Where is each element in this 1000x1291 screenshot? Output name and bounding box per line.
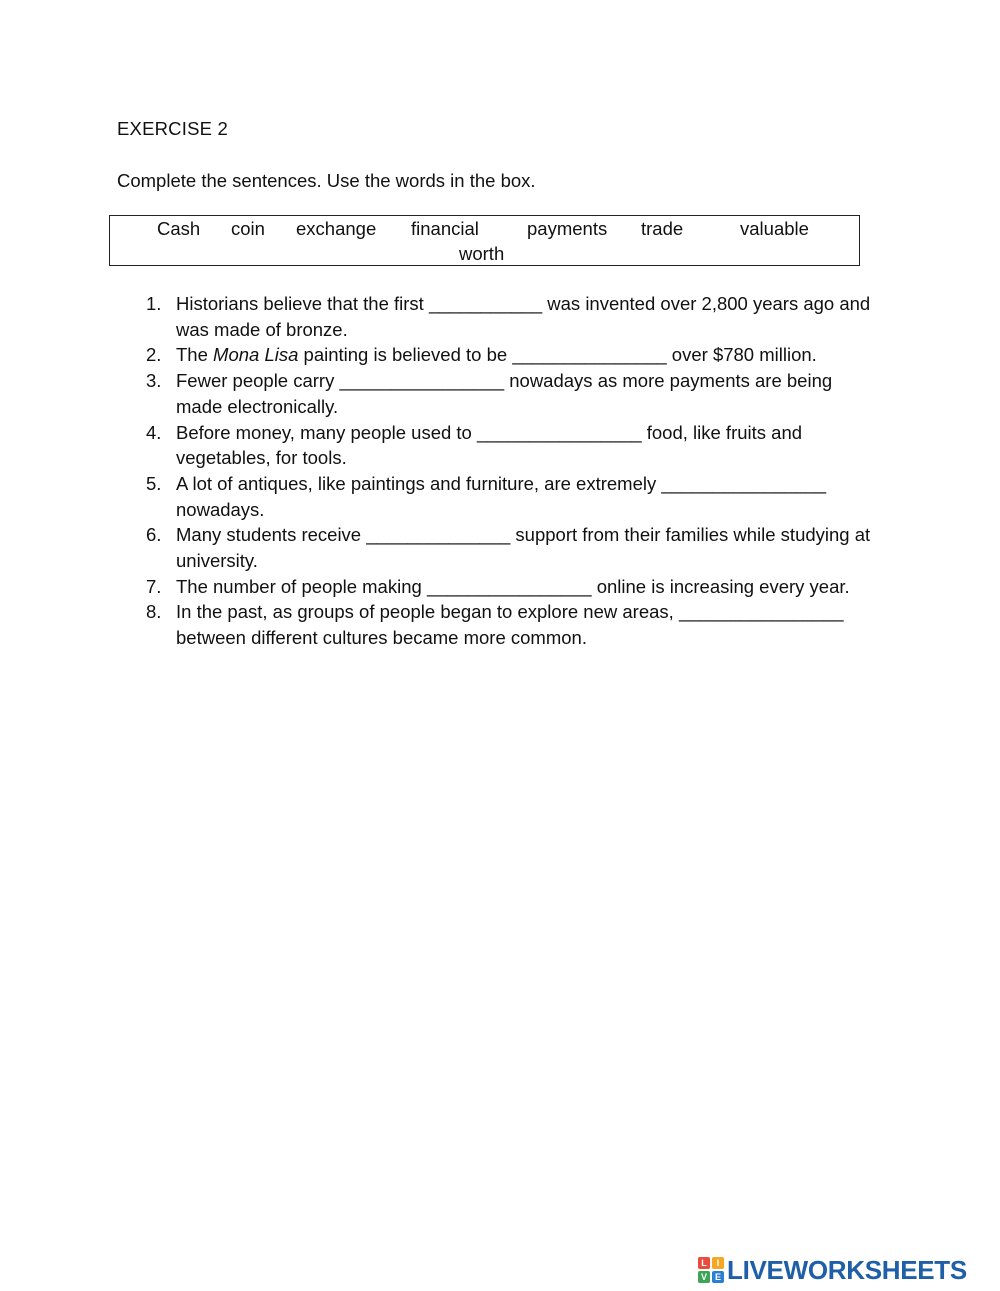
logo-text: LIVEWORKSHEETS xyxy=(727,1255,967,1285)
sentence-text: nowadays. xyxy=(176,498,265,520)
sentence-text: In the past, as groups of people began to explore new areas, xyxy=(176,601,679,623)
item-number: 1. xyxy=(146,293,162,314)
word-item: exchange xyxy=(296,218,377,239)
sentence-text: The xyxy=(176,344,214,366)
sentence-text: nowadays as more payments are being made electronically. xyxy=(176,370,833,417)
item-number: 5. xyxy=(146,472,162,494)
sentence-item xyxy=(146,291,881,342)
sentence-text: support from their families while studying at university. xyxy=(176,524,871,572)
sentence-text: Historians believe that the first xyxy=(176,293,429,314)
answer-blank[interactable]: ________________ xyxy=(661,472,827,494)
sentence-text: was invented over 2,800 years ago and was made of bronze. xyxy=(176,293,871,340)
sentence-item xyxy=(146,599,881,650)
sentence-text: The number of people making xyxy=(176,575,427,597)
sentence-text: over $780 million. xyxy=(666,344,817,366)
word-item: valuable xyxy=(740,218,809,239)
answer-blank[interactable]: ________________ xyxy=(426,575,592,597)
word-item: Cash xyxy=(157,218,201,239)
answer-blank[interactable]: ________________ xyxy=(678,601,844,623)
word-item: financial xyxy=(411,218,479,239)
word-item: trade xyxy=(641,218,684,239)
word-box xyxy=(109,215,860,266)
word-item: payments xyxy=(527,218,608,239)
liveworksheets-logo[interactable] xyxy=(698,1255,967,1285)
sentence-text: food, like fruits and vegetables, for tools. xyxy=(176,421,803,469)
instructions: Complete the sentences. Use the words in the box. xyxy=(117,170,536,191)
item-number: 3. xyxy=(146,370,162,392)
sentence-text: Many students receive xyxy=(176,524,367,546)
sentence-text: between different cultures became more common. xyxy=(176,627,587,649)
answer-blank[interactable]: _______________ xyxy=(512,344,667,366)
word-item: worth xyxy=(459,243,505,264)
item-number: 4. xyxy=(146,421,162,443)
word-item: coin xyxy=(231,218,265,239)
item-number: 6. xyxy=(146,524,162,546)
sentence-text: painting is believed to be xyxy=(298,344,513,366)
sentence-text: online is increasing every year. xyxy=(591,575,850,597)
logo-cube: V xyxy=(698,1271,710,1283)
answer-blank[interactable]: ________________ xyxy=(476,421,642,443)
sentence-item xyxy=(146,471,881,522)
answer-blank[interactable]: ________________ xyxy=(339,370,505,392)
sentence-text: Fewer people carry xyxy=(176,370,340,392)
answer-blank[interactable]: ___________ xyxy=(428,293,543,314)
exercise-title: EXERCISE 2 xyxy=(117,118,228,139)
item-number: 7. xyxy=(146,575,162,597)
sentence-item xyxy=(146,342,881,368)
sentence-item xyxy=(146,574,881,600)
answer-blank[interactable]: ______________ xyxy=(366,524,511,546)
sentence-item xyxy=(146,522,881,573)
logo-cube: L xyxy=(698,1257,710,1269)
sentence-text: Before money, many people used to xyxy=(176,421,477,443)
logo-cube: E xyxy=(712,1271,724,1283)
sentence-item xyxy=(146,420,881,471)
logo-cube: I xyxy=(712,1257,724,1269)
sentence-text: A lot of antiques, like paintings and furniture, are extremely xyxy=(176,472,662,494)
sentence-item xyxy=(146,368,881,419)
sentence-list xyxy=(146,291,881,651)
item-number: 8. xyxy=(146,601,162,623)
item-number: 2. xyxy=(146,344,162,366)
logo-cubes-icon xyxy=(698,1257,724,1283)
sentence-italic-title: Mona Lisa xyxy=(213,344,299,366)
